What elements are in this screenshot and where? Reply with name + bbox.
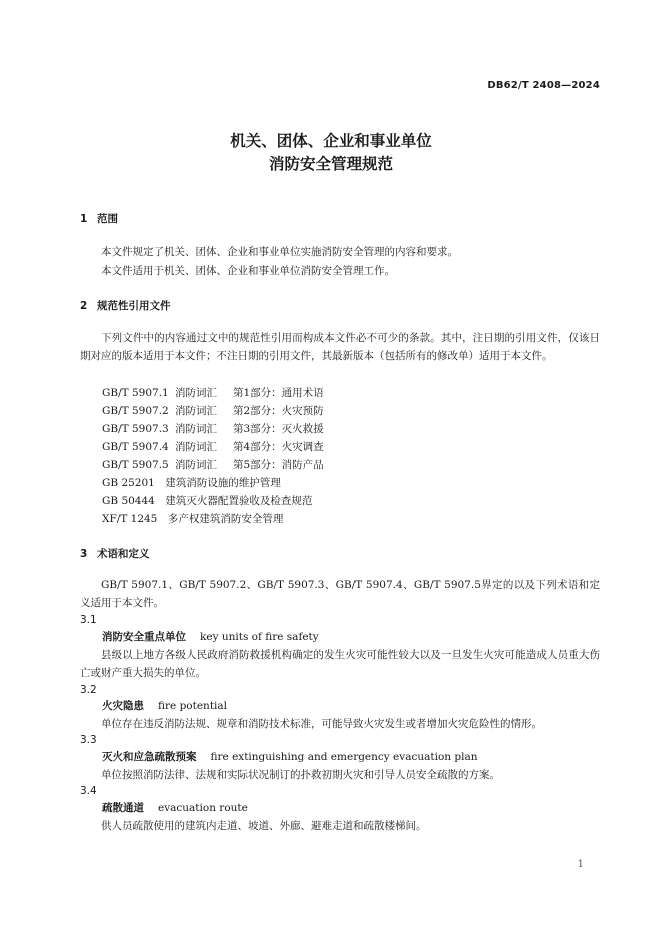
term-chinese: 火灾隐患 [102,700,144,712]
reference-category: 消防词汇 [175,423,217,435]
document-title-line2: 消防安全管理规范 [268,155,393,173]
reference-code: GB/T 5907.5 [102,459,169,471]
reference-item: XF/T 1245 多产权建筑消防安全管理 [102,513,284,525]
terms-intro: GB/T 5907.1、GB/T 5907.2、GB/T 5907.3、GB/T 5907.4、GB/T 5907.5界定的以及下列术语和定义适用于本文件。 [80,579,600,609]
reference-category: 消防词汇 [175,405,217,417]
reference-code: GB/T 5907.1 [102,387,169,399]
scope-paragraph-1: 本文件规定了机关、团体、企业和事业单位实施消防安全管理的内容和要求。 [101,246,458,258]
section-heading-scope [80,211,118,226]
term-title [102,748,477,766]
reference-item [102,438,324,456]
term-chinese: 疏散通道 [102,802,144,814]
reference-item [102,456,324,474]
reference-item [102,384,324,402]
reference-name: 第4部分：火灾调查 [233,441,324,453]
reference-item [102,420,324,438]
reference-item: GB 25201 建筑消防设施的维护管理 [102,477,281,489]
term-number: 3.3 [80,734,97,746]
term-chinese: 灭火和应急疏散预案 [102,751,197,763]
reference-code: GB/T 5907.2 [102,405,169,417]
term-title [102,799,248,817]
standard-code: DB62/T 2408—2024 [487,80,600,91]
section-title: 术语和定义 [97,548,150,560]
reference-item [102,402,324,420]
reference-name: 第1部分：通用术语 [233,387,324,399]
term-title [102,628,319,646]
reference-category: 消防词汇 [175,387,217,399]
term-definition: 供人员疏散使用的建筑内走道、坡道、外廊、避难走道和疏散楼梯间。 [101,820,427,832]
section-title: 范围 [97,213,118,225]
term-number: 3.1 [80,614,97,626]
term-definition: 单位存在违反消防法规、规章和消防技术标准，可能导致火灾发生或者增加火灾危险性的情形。 [101,718,542,730]
term-number: 3.4 [80,785,97,797]
reference-code: GB/T 5907.4 [102,441,169,453]
reference-name: 第5部分：消防产品 [233,459,324,471]
scope-paragraph-2: 本文件适用于机关、团体、企业和事业单位消防安全管理工作。 [101,265,395,277]
reference-name: 第3部分：灭火救援 [233,423,324,435]
term-title [102,697,227,715]
section-heading-normative-refs [80,298,171,313]
reference-category: 消防词汇 [175,441,217,453]
term-definition: 单位按照消防法律、法规和实际状况制订的扑救初期火灾和引导人员安全疏散的方案。 [101,769,500,781]
normative-refs-intro: 下列文件中的内容通过文中的规范性引用而构成本文件必不可少的条款。其中，注日期的引用文件，仅该日期对应的版本适用于本文件；不注日期的引用文件，其最新版本（包括所有的修改单）适用于本文件。 [80,332,600,362]
document-title-line1: 机关、团体、企业和事业单位 [230,132,432,150]
page-number: 1 [577,859,584,870]
reference-name: 第2部分：火灾预防 [233,405,324,417]
section-number: 1 [80,213,88,225]
section-number: 3 [80,548,88,560]
term-chinese: 消防安全重点单位 [102,631,186,643]
section-title: 规范性引用文件 [97,300,171,312]
reference-category: 消防词汇 [175,459,217,471]
term-number: 3.2 [80,684,97,696]
term-english: fire potential [158,700,228,712]
section-heading-terms [80,546,150,561]
section-number: 2 [80,300,88,312]
reference-item: GB 50444 建筑灭火器配置验收及检查规范 [102,495,313,507]
term-english: key units of fire safety [200,631,319,643]
term-english: fire extinguishing and emergency evacuation plan [210,751,478,763]
term-english: evacuation route [158,802,248,814]
term-definition: 县级以上地方各级人民政府消防救援机构确定的发生火灾可能性较大以及一旦发生火灾可能造成人员重大伤亡或财产重大损失的单位。 [80,649,600,679]
reference-code: GB/T 5907.3 [102,423,169,435]
